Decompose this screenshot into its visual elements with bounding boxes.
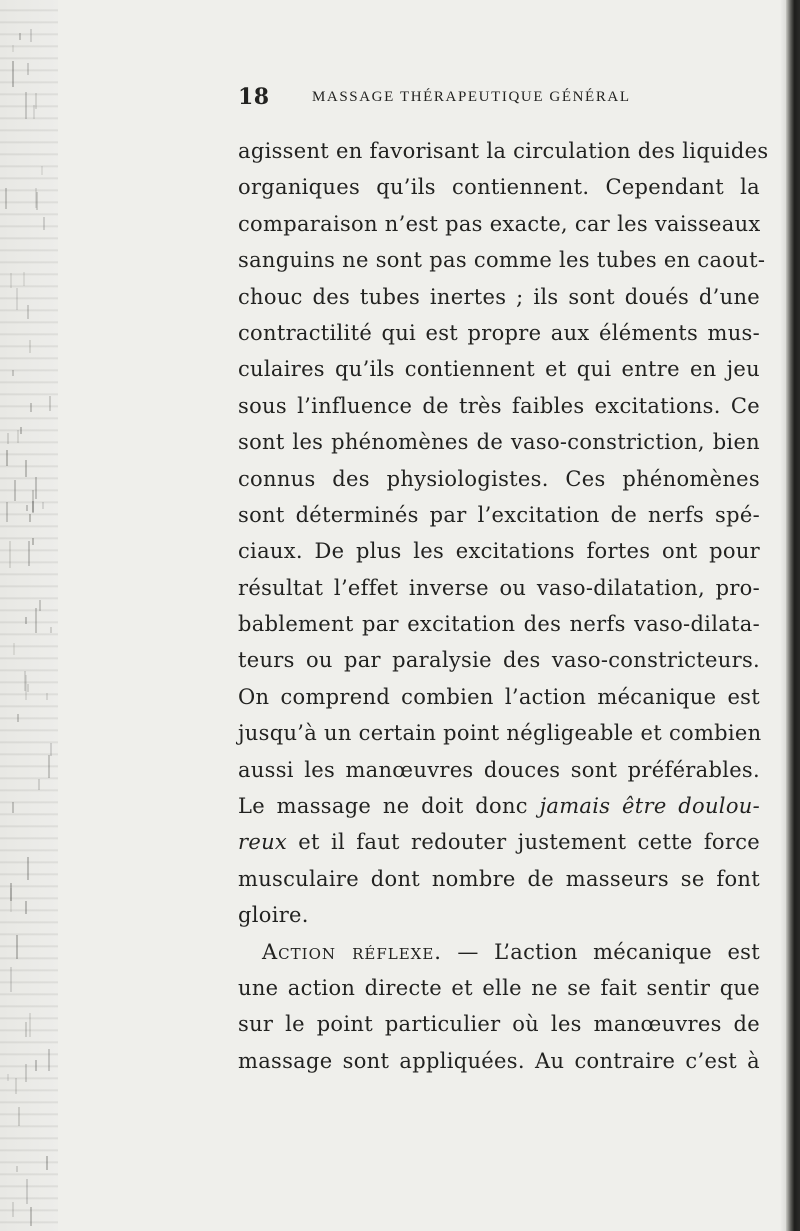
text-line: sanguins ne sont pas comme les tubes en caout- [238, 248, 766, 273]
text-line: résultat l’effet inverse ou vaso-dilatation, pro- [238, 575, 760, 600]
bleed-mark [35, 93, 37, 109]
bleed-mark [17, 430, 19, 443]
bleed-mark [10, 883, 12, 901]
text-line: bablement par excitation des nerfs vaso-dilata- [238, 612, 760, 637]
text-run: Le massage ne doit donc [238, 794, 540, 819]
text-line [238, 788, 760, 824]
bleed-mark [30, 1207, 32, 1226]
bleed-mark [29, 340, 31, 353]
text-line [238, 934, 760, 970]
bleed-mark [32, 538, 34, 545]
bleed-mark [30, 29, 32, 42]
bleed-mark [35, 477, 37, 499]
text-line: aussi les manœuvres douces sont préférables. [238, 757, 760, 782]
text-line: une action directe et elle ne se fait sentir que [238, 975, 760, 1000]
bleed-mark [5, 188, 7, 209]
bleed-mark [6, 450, 8, 466]
bleed-mark [14, 480, 16, 501]
bleed-mark [27, 684, 29, 692]
bleed-mark [35, 188, 37, 208]
section-heading: Action réflexe. [262, 939, 442, 964]
bleed-mark [26, 1179, 28, 1204]
text-line: sont les phénomènes de vaso-constriction, bien [238, 430, 760, 455]
bleed-mark [35, 1060, 37, 1071]
bleed-mark [12, 45, 14, 52]
italic-text: jamais être doulou- [539, 794, 760, 819]
bleed-mark [16, 935, 18, 959]
bleed-mark [12, 370, 14, 376]
book-edge [786, 0, 800, 1231]
bleed-mark [29, 514, 31, 522]
text-line: contractilité qui est propre aux éléments mus- [238, 320, 760, 345]
page-number: 18 [238, 84, 270, 110]
text-run: — L’action mécanique est [441, 939, 760, 964]
page-header [238, 84, 718, 114]
bleed-mark [10, 273, 12, 288]
bleed-mark [27, 305, 29, 319]
bleed-mark [27, 63, 29, 75]
bleed-mark [23, 272, 25, 286]
bleed-mark [27, 857, 29, 880]
text-line: connus des physiologistes. Ces phénomènes [238, 466, 760, 491]
text-line: agissent en favorisant la circulation des liquides [238, 139, 769, 163]
text-line: musculaire dont nombre de masseurs se font [238, 866, 760, 891]
bleed-mark [9, 541, 11, 568]
text-line: gloire. [238, 903, 309, 928]
text-line: organiques qu’ils contiennent. Cependant la [238, 175, 760, 200]
bleed-mark [12, 802, 14, 813]
bleed-mark [35, 608, 37, 633]
bleed-mark [49, 396, 51, 411]
bleed-mark [50, 743, 52, 756]
bleed-mark [48, 755, 50, 778]
text-line: sur le point particulier où les manœuvres de [238, 1012, 760, 1037]
text-line: culaires qu’ils contiennent et qui entre en jeu [238, 357, 760, 382]
text-run: et il faut redouter justement cette force [287, 830, 760, 855]
bleed-mark [25, 92, 27, 119]
bleed-mark [18, 1107, 20, 1126]
bleed-mark [46, 693, 48, 700]
text-line: teurs ou par paralysie des vaso-constricteurs. [238, 648, 760, 673]
bleed-mark [30, 403, 32, 412]
text-line: jusqu’à un certain point négligeable et combien [238, 721, 762, 746]
bleed-mark [33, 105, 35, 119]
italic-text: reux [238, 830, 288, 855]
bleed-mark [29, 1013, 31, 1037]
bleed-mark [38, 779, 40, 790]
bleed-mark [25, 901, 27, 914]
bleed-mark [42, 502, 44, 509]
binding-edge [0, 0, 58, 1231]
bleed-mark [26, 505, 28, 511]
bleed-mark [25, 675, 27, 700]
bleed-mark [43, 217, 45, 230]
bleed-mark [41, 166, 43, 175]
bleed-mark [10, 967, 12, 992]
bleed-mark [20, 427, 22, 434]
bleed-mark [25, 1064, 27, 1082]
bleed-mark [48, 1049, 50, 1071]
body-text [238, 133, 769, 1079]
bleed-mark [12, 61, 14, 87]
text-line: comparaison n’est pas exacte, car les vaisseaux [238, 211, 761, 236]
bleed-mark [16, 1166, 18, 1172]
text-line: sous l’influence de très faibles excitations. Ce [238, 393, 760, 418]
bleed-mark [28, 541, 30, 566]
running-head: MASSAGE THÉRAPEUTIQUE GÉNÉRAL [312, 89, 631, 105]
text-line: sont déterminés par l’excitation de nerfs spé- [238, 502, 760, 527]
bleed-mark [7, 433, 9, 444]
bleed-mark [32, 490, 34, 512]
bleed-mark [25, 460, 27, 477]
text-line [238, 824, 760, 860]
text-line: massage sont appliquées. Au contraire c’est à [238, 1048, 760, 1073]
bleed-mark [16, 288, 18, 310]
text-line: On comprend combien l’action mécanique est [238, 684, 760, 709]
bleed-mark [12, 1202, 14, 1217]
bleed-mark [15, 1078, 17, 1094]
bleed-mark [13, 643, 15, 655]
bleed-mark [46, 1156, 48, 1170]
bleed-mark [19, 33, 21, 40]
text-line: chouc des tubes inertes ; ils sont doués d’une [238, 284, 760, 309]
bleed-mark [7, 1074, 9, 1081]
bleed-mark [25, 1022, 27, 1037]
text-line: ciaux. De plus les excitations fortes ont pour [238, 539, 760, 564]
bleed-mark [50, 627, 52, 633]
bleed-mark [6, 502, 8, 522]
bleed-mark [25, 617, 27, 624]
bleed-mark [17, 714, 19, 722]
bleed-mark [39, 600, 41, 611]
